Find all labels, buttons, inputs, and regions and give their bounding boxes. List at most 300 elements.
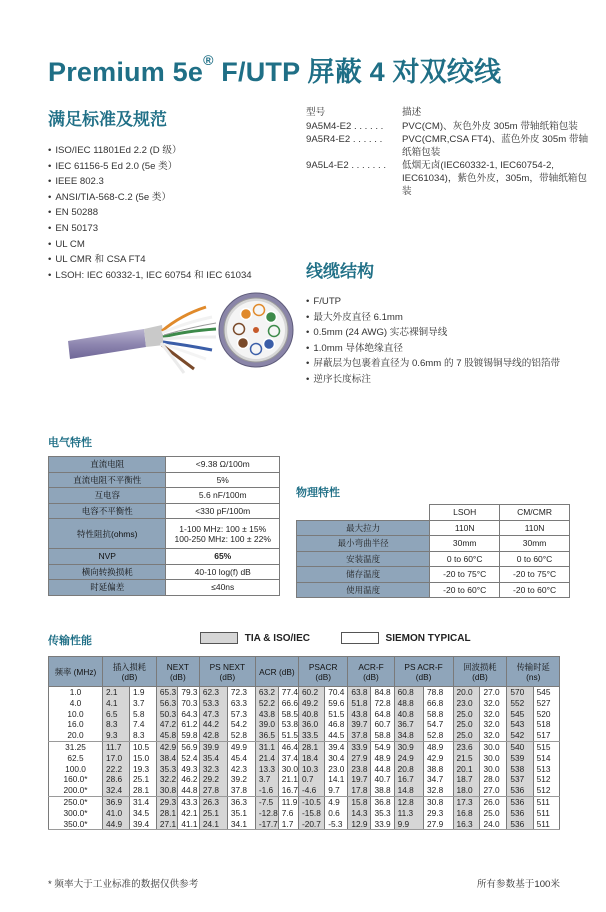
electrical-row: [49, 564, 280, 580]
siemon-value-cell: 30.8: [424, 796, 453, 807]
cross-section-diagram: [216, 290, 296, 370]
tia-value-cell: 570: [507, 687, 533, 698]
standard-item: • ISO/IEC 11801Ed 2.2 (D 级）: [48, 143, 252, 159]
tia-value-cell: 30.8: [156, 785, 177, 796]
siemon-value-cell: 28.0: [480, 774, 507, 785]
tia-value-cell: 60.2: [298, 687, 324, 698]
frequency-cell: 1.0: [49, 687, 103, 698]
standard-item: • EN 50173: [48, 221, 252, 237]
siemon-value-cell: 512: [533, 774, 559, 785]
siemon-value-cell: 48.9: [424, 741, 453, 752]
construction-list: [306, 294, 560, 388]
cable-photo: [66, 295, 218, 375]
tia-value-cell: 53.3: [199, 698, 227, 709]
siemon-value-cell: 48.9: [371, 753, 394, 764]
siemon-value-cell: 58.5: [278, 709, 298, 720]
siemon-value-cell: 37.4: [278, 753, 298, 764]
tia-value-cell: 12.9: [348, 819, 371, 830]
table-row: [49, 796, 560, 807]
table-row: [49, 687, 560, 698]
tia-value-cell: 22.2: [103, 764, 130, 775]
electrical-value-line: 40-10 log(f) dB: [194, 566, 251, 577]
tia-value-cell: 3.7: [255, 774, 278, 785]
model-row: [306, 133, 596, 159]
siemon-value-cell: 59.6: [325, 698, 348, 709]
physical-label: 最小弯曲半径: [297, 536, 430, 552]
siemon-value-cell: 39.2: [227, 774, 255, 785]
tia-value-cell: 11.7: [103, 741, 130, 752]
physical-row: [297, 551, 570, 567]
model-code: 9A5R4-E2 . . . . . .: [306, 134, 383, 145]
siemon-value-cell: 30.0: [480, 753, 507, 764]
siemon-value-cell: 42.9: [424, 753, 453, 764]
legend-swatch-siemon: [341, 632, 379, 644]
siemon-value-cell: 8.3: [129, 730, 156, 741]
legend-label-tia: TIA & ISO/IEC: [244, 632, 310, 644]
tia-value-cell: 40.8: [298, 709, 324, 720]
model-desc: 低烟无卤(IEC60332-1, IEC60754-2, IEC61034)，紫色外皮，305m，带轴纸箱包装: [402, 160, 587, 197]
tia-value-cell: 536: [507, 785, 533, 796]
tia-value-cell: 28.1: [298, 741, 324, 752]
footnote: * 频率大于工业标准的数据仅供参考: [48, 879, 199, 890]
physical-label: 安装温度: [297, 551, 430, 567]
tia-value-cell: 9.3: [103, 730, 130, 741]
model-col-desc: 描述: [402, 107, 422, 118]
standard-item: • IEC 61156-5 Ed 2.0 (5e 类）: [48, 159, 252, 175]
electrical-label: 横向转换损耗: [49, 564, 166, 580]
col-header-group: 回波损耗 (dB): [453, 657, 507, 687]
siemon-value-cell: 19.3: [129, 764, 156, 775]
construction-item: • 0.5mm (24 AWG) 实芯裸铜导线: [306, 325, 560, 341]
tia-value-cell: 9.9: [394, 819, 423, 830]
tia-value-cell: 32.3: [199, 764, 227, 775]
legend-swatch-tia: [200, 632, 238, 644]
tia-value-cell: 47.2: [156, 719, 177, 730]
siemon-value-cell: 32.0: [480, 698, 507, 709]
siemon-value-cell: 54.2: [227, 719, 255, 730]
tia-value-cell: 13.3: [255, 764, 278, 775]
tia-value-cell: 27.8: [199, 785, 227, 796]
tia-value-cell: 15.8: [348, 796, 371, 807]
tia-value-cell: 23.6: [453, 741, 480, 752]
siemon-value-cell: 54.7: [424, 719, 453, 730]
tia-value-cell: 24.1: [199, 819, 227, 830]
tia-value-cell: 537: [507, 774, 533, 785]
tia-value-cell: 36.9: [103, 796, 130, 807]
siemon-value-cell: 51.5: [325, 709, 348, 720]
tia-value-cell: -15.8: [298, 808, 324, 819]
siemon-value-cell: 30.4: [325, 753, 348, 764]
tia-value-cell: 542: [507, 730, 533, 741]
tia-value-cell: 47.3: [199, 709, 227, 720]
tia-value-cell: 543: [507, 719, 533, 730]
siemon-value-cell: 26.0: [480, 796, 507, 807]
electrical-value-line: <9.38 Ω/100m: [195, 459, 250, 470]
tia-value-cell: 39.9: [199, 741, 227, 752]
tia-value-cell: 29.2: [199, 774, 227, 785]
siemon-value-cell: 57.3: [227, 709, 255, 720]
tia-value-cell: 6.5: [103, 709, 130, 720]
tia-value-cell: -4.6: [298, 785, 324, 796]
electrical-value-line: 5.6 nF/100m: [198, 490, 247, 501]
physical-label: 最大拉力: [297, 520, 430, 536]
col-header-group: ACR-F (dB): [348, 657, 394, 687]
frequency-cell: 100.0: [49, 764, 103, 775]
tia-value-cell: 12.8: [394, 796, 423, 807]
physical-value-lsoh: -20 to 60°C: [430, 582, 500, 598]
electrical-heading: 电气特性: [48, 437, 92, 449]
siemon-value-cell: 25.0: [480, 808, 507, 819]
electrical-row: [49, 488, 280, 504]
siemon-value-cell: 36.8: [371, 796, 394, 807]
electrical-label: 互电容: [49, 488, 166, 504]
tia-value-cell: -7.5: [255, 796, 278, 807]
physical-heading: 物理特性: [296, 487, 340, 499]
model-row: [306, 159, 596, 198]
siemon-value-cell: 56.9: [178, 741, 199, 752]
siemon-value-cell: 513: [533, 764, 559, 775]
tia-value-cell: 42.9: [156, 741, 177, 752]
frequency-cell: 62.5: [49, 753, 103, 764]
tia-value-cell: 40.8: [394, 709, 423, 720]
physical-value-lsoh: -20 to 75°C: [430, 567, 500, 583]
siemon-value-cell: 72.8: [371, 698, 394, 709]
table-row: [49, 785, 560, 796]
tia-value-cell: 25.0: [453, 730, 480, 741]
table-row: [49, 764, 560, 775]
tia-value-cell: 34.8: [394, 730, 423, 741]
siemon-value-cell: 52.4: [178, 753, 199, 764]
siemon-value-cell: -5.3: [325, 819, 348, 830]
siemon-value-cell: 10.5: [129, 741, 156, 752]
tia-value-cell: 38.4: [156, 753, 177, 764]
siemon-value-cell: 52.8: [227, 730, 255, 741]
physical-value-cm: 0 to 60°C: [500, 551, 570, 567]
tia-value-cell: 17.3: [453, 796, 480, 807]
electrical-value: [166, 564, 280, 580]
siemon-value-cell: 41.1: [178, 819, 199, 830]
cable-jacket: [68, 329, 146, 359]
physical-value-lsoh: 110N: [430, 520, 500, 536]
tia-value-cell: 20.0: [453, 687, 480, 698]
siemon-value-cell: 517: [533, 730, 559, 741]
siemon-value-cell: 32.8: [424, 785, 453, 796]
table-row: [49, 709, 560, 720]
conductor-pairs: [234, 305, 280, 355]
col-header-frequency: 频率 (MHz): [49, 657, 103, 687]
tia-value-cell: 62.3: [199, 687, 227, 698]
tia-value-cell: 20.1: [453, 764, 480, 775]
siemon-value-cell: 5.8: [129, 709, 156, 720]
siemon-value-cell: 25.1: [129, 774, 156, 785]
electrical-label: 特性阻抗(ohms): [49, 519, 166, 549]
physical-col-lsoh: LSOH: [430, 505, 500, 521]
siemon-value-cell: 58.8: [424, 709, 453, 720]
tia-value-cell: 23.0: [453, 698, 480, 709]
physical-label: 使用温度: [297, 582, 430, 598]
tia-value-cell: 43.8: [255, 709, 278, 720]
table-row: [49, 698, 560, 709]
model-code: 9A5M4-E2 . . . . . .: [306, 121, 384, 132]
tia-value-cell: 37.8: [348, 730, 371, 741]
siemon-value-cell: 14.1: [325, 774, 348, 785]
tia-value-cell: 39.0: [255, 719, 278, 730]
tia-value-cell: 25.0: [453, 719, 480, 730]
siemon-value-cell: 79.3: [178, 687, 199, 698]
tia-value-cell: 2.1: [103, 687, 130, 698]
tia-value-cell: 63.2: [255, 687, 278, 698]
table-row: [49, 808, 560, 819]
siemon-value-cell: 511: [533, 808, 559, 819]
siemon-value-cell: 46.8: [325, 719, 348, 730]
tia-value-cell: 50.3: [156, 709, 177, 720]
siemon-value-cell: 38.8: [371, 785, 394, 796]
table-row: [49, 819, 560, 830]
tia-value-cell: 35.4: [199, 753, 227, 764]
siemon-value-cell: 21.1: [278, 774, 298, 785]
siemon-value-cell: 70.4: [325, 687, 348, 698]
siemon-value-cell: 511: [533, 819, 559, 830]
tia-value-cell: 31.1: [255, 741, 278, 752]
siemon-value-cell: 38.8: [424, 764, 453, 775]
construction-item: • F/UTP: [306, 294, 560, 310]
tia-value-cell: 11.3: [394, 808, 423, 819]
tia-value-cell: 32.2: [156, 774, 177, 785]
col-header-group: 插入损耗 (dB): [103, 657, 157, 687]
siemon-value-cell: 36.3: [227, 796, 255, 807]
tia-value-cell: 36.0: [298, 719, 324, 730]
siemon-value-cell: 34.1: [227, 819, 255, 830]
electrical-value-line: 5%: [216, 474, 229, 485]
siemon-value-cell: 16.7: [278, 785, 298, 796]
electrical-value: [166, 549, 280, 565]
tia-value-cell: 8.3: [103, 719, 130, 730]
electrical-row: [49, 503, 280, 519]
construction-heading: 线缆结构: [306, 262, 374, 281]
tia-value-cell: 25.0: [453, 709, 480, 720]
siemon-value-cell: 52.8: [424, 730, 453, 741]
siemon-value-cell: 4.9: [325, 796, 348, 807]
electrical-value-line: 1-100 MHz: 100 ± 15%: [179, 523, 267, 534]
tia-value-cell: 35.3: [156, 764, 177, 775]
physical-value-lsoh: 0 to 60°C: [430, 551, 500, 567]
footer-note: 所有参数基于100米: [476, 879, 560, 890]
tia-value-cell: 33.9: [348, 741, 371, 752]
siemon-value-cell: 0.6: [325, 808, 348, 819]
electrical-value: [166, 519, 280, 549]
siemon-value-cell: 9.7: [325, 785, 348, 796]
tia-value-cell: 60.8: [394, 687, 423, 698]
siemon-value-cell: 33.9: [371, 819, 394, 830]
tia-value-cell: 18.4: [298, 753, 324, 764]
tia-value-cell: 538: [507, 764, 533, 775]
tia-value-cell: 29.3: [156, 796, 177, 807]
siemon-value-cell: 28.1: [129, 785, 156, 796]
siemon-value-cell: 49.3: [178, 764, 199, 775]
standard-item: • UL CM: [48, 237, 252, 253]
siemon-value-cell: 35.3: [371, 808, 394, 819]
siemon-value-cell: 3.7: [129, 698, 156, 709]
siemon-value-cell: 32.0: [480, 709, 507, 720]
siemon-value-cell: 34.5: [129, 808, 156, 819]
siemon-value-cell: 64.8: [371, 709, 394, 720]
electrical-label: 时延偏差: [49, 580, 166, 596]
standard-item: • LSOH: IEC 60332-1, IEC 60754 和 IEC 61034: [48, 268, 252, 284]
siemon-value-cell: 51.5: [278, 730, 298, 741]
siemon-value-cell: 45.4: [227, 753, 255, 764]
tia-value-cell: -20.7: [298, 819, 324, 830]
tia-value-cell: 539: [507, 753, 533, 764]
tia-value-cell: 17.0: [103, 753, 130, 764]
electrical-label: 直流电阻不平衡性: [49, 472, 166, 488]
tia-value-cell: 19.7: [348, 774, 371, 785]
col-header-group: PSACR (dB): [298, 657, 347, 687]
electrical-value-line: ≤40ns: [211, 582, 235, 593]
standard-item: • IEEE 802.3: [48, 174, 252, 190]
siemon-value-cell: 511: [533, 796, 559, 807]
physical-table: [296, 504, 570, 598]
tia-value-cell: 32.4: [103, 785, 130, 796]
siemon-value-cell: 84.8: [371, 687, 394, 698]
tia-value-cell: 36.7: [394, 719, 423, 730]
siemon-value-cell: 37.8: [227, 785, 255, 796]
electrical-value: [166, 472, 280, 488]
electrical-value-line: <330 pF/100m: [195, 505, 251, 516]
electrical-row: [49, 519, 280, 549]
electrical-label: NVP: [49, 549, 166, 565]
siemon-value-cell: 72.3: [227, 687, 255, 698]
siemon-value-cell: 34.7: [424, 774, 453, 785]
tia-value-cell: 16.7: [394, 774, 423, 785]
frequency-cell: 350.0*: [49, 819, 103, 830]
table-row: [49, 774, 560, 785]
physical-value-cm: 110N: [500, 520, 570, 536]
electrical-row: [49, 549, 280, 565]
electrical-label: 电容不平衡性: [49, 503, 166, 519]
tia-value-cell: 44.9: [103, 819, 130, 830]
electrical-value-line: 65%: [214, 551, 232, 562]
tia-value-cell: 30.9: [394, 741, 423, 752]
siemon-value-cell: 24.0: [480, 819, 507, 830]
tia-value-cell: -10.5: [298, 796, 324, 807]
siemon-value-cell: 30.0: [480, 764, 507, 775]
tia-value-cell: 63.8: [348, 687, 371, 698]
col-header-group: PS NEXT (dB): [199, 657, 255, 687]
table-row: [49, 753, 560, 764]
tia-value-cell: 21.4: [255, 753, 278, 764]
tia-value-cell: 14.3: [348, 808, 371, 819]
tia-value-cell: 51.8: [348, 698, 371, 709]
construction-item: • 最大外皮直径 6.1mm: [306, 310, 560, 326]
siemon-value-cell: 49.9: [227, 741, 255, 752]
construction-item: • 1.0mm 导体绝缘直径: [306, 341, 560, 357]
frequency-cell: 31.25: [49, 741, 103, 752]
frequency-cell: 160.0*: [49, 774, 103, 785]
electrical-value: [166, 503, 280, 519]
tia-value-cell: 0.7: [298, 774, 324, 785]
siemon-value-cell: 63.3: [227, 698, 255, 709]
siemon-value-cell: 46.2: [178, 774, 199, 785]
tia-value-cell: -12.8: [255, 808, 278, 819]
tia-value-cell: 42.8: [199, 730, 227, 741]
standards-list: [48, 143, 252, 283]
siemon-value-cell: 42.3: [227, 764, 255, 775]
siemon-value-cell: 27.0: [480, 785, 507, 796]
siemon-value-cell: 54.9: [371, 741, 394, 752]
siemon-value-cell: 39.4: [129, 819, 156, 830]
transmission-heading: 传输性能: [48, 635, 92, 647]
tia-value-cell: 65.3: [156, 687, 177, 698]
tia-value-cell: 48.8: [394, 698, 423, 709]
physical-value-lsoh: 30mm: [430, 536, 500, 552]
electrical-row: [49, 457, 280, 473]
transmission-table: [48, 656, 560, 830]
siemon-value-cell: 29.3: [424, 808, 453, 819]
physical-row: [297, 520, 570, 536]
frequency-cell: 200.0*: [49, 785, 103, 796]
tia-value-cell: 27.9: [348, 753, 371, 764]
electrical-row: [49, 580, 280, 596]
tia-value-cell: 27.1: [156, 819, 177, 830]
siemon-value-cell: 60.7: [371, 719, 394, 730]
table-row: [49, 741, 560, 752]
col-header-group: ACR (dB): [255, 657, 298, 687]
siemon-value-cell: 32.0: [480, 730, 507, 741]
siemon-value-cell: 77.4: [278, 687, 298, 698]
siemon-value-cell: 70.3: [178, 698, 199, 709]
col-header-group: NEXT (dB): [156, 657, 199, 687]
siemon-value-cell: 44.8: [371, 764, 394, 775]
siemon-value-cell: 59.8: [178, 730, 199, 741]
col-header-group: PS ACR-F (dB): [394, 657, 453, 687]
siemon-value-cell: 518: [533, 719, 559, 730]
tia-value-cell: 18.0: [453, 785, 480, 796]
siemon-value-cell: 27.9: [424, 819, 453, 830]
model-desc: PVC(CMR,CSA FT4)、蓝色外皮 305m 带轴纸箱包装: [402, 134, 589, 158]
physical-value-cm: -20 to 75°C: [500, 567, 570, 583]
tia-value-cell: 52.2: [255, 698, 278, 709]
siemon-value-cell: 514: [533, 753, 559, 764]
standard-item: • ANSI/TIA-568-C.2 (5e 类）: [48, 190, 252, 206]
tia-value-cell: 16.3: [453, 819, 480, 830]
tia-value-cell: 540: [507, 741, 533, 752]
tia-value-cell: 28.1: [156, 808, 177, 819]
siemon-value-cell: 515: [533, 741, 559, 752]
physical-col-cm: CM/CMR: [500, 505, 570, 521]
tia-value-cell: 18.7: [453, 774, 480, 785]
tia-value-cell: 17.8: [348, 785, 371, 796]
table-row: [49, 719, 560, 730]
tia-value-cell: 536: [507, 796, 533, 807]
model-col-code: 型号: [306, 107, 326, 118]
tia-value-cell: -17.7: [255, 819, 278, 830]
electrical-label: 直流电阻: [49, 457, 166, 473]
siemon-value-cell: 30.0: [480, 741, 507, 752]
tia-value-cell: 44.2: [199, 719, 227, 730]
model-desc: PVC(CM)、灰色外皮 305m 带轴纸箱包装: [402, 121, 578, 132]
tia-value-cell: 49.2: [298, 698, 324, 709]
tia-value-cell: 26.3: [199, 796, 227, 807]
frequency-cell: 20.0: [49, 730, 103, 741]
frequency-cell: 300.0*: [49, 808, 103, 819]
tia-value-cell: -1.6: [255, 785, 278, 796]
standards-heading: 满足标准及规范: [48, 110, 167, 129]
siemon-value-cell: 11.9: [278, 796, 298, 807]
siemon-value-cell: 42.1: [178, 808, 199, 819]
construction-item: • 逆序长度标注: [306, 372, 560, 388]
siemon-value-cell: 545: [533, 687, 559, 698]
construction-item: • 屏蔽层为包裹着直径为 0.6mm 的 7 股镀锡铜导线的铝箔带: [306, 356, 560, 372]
